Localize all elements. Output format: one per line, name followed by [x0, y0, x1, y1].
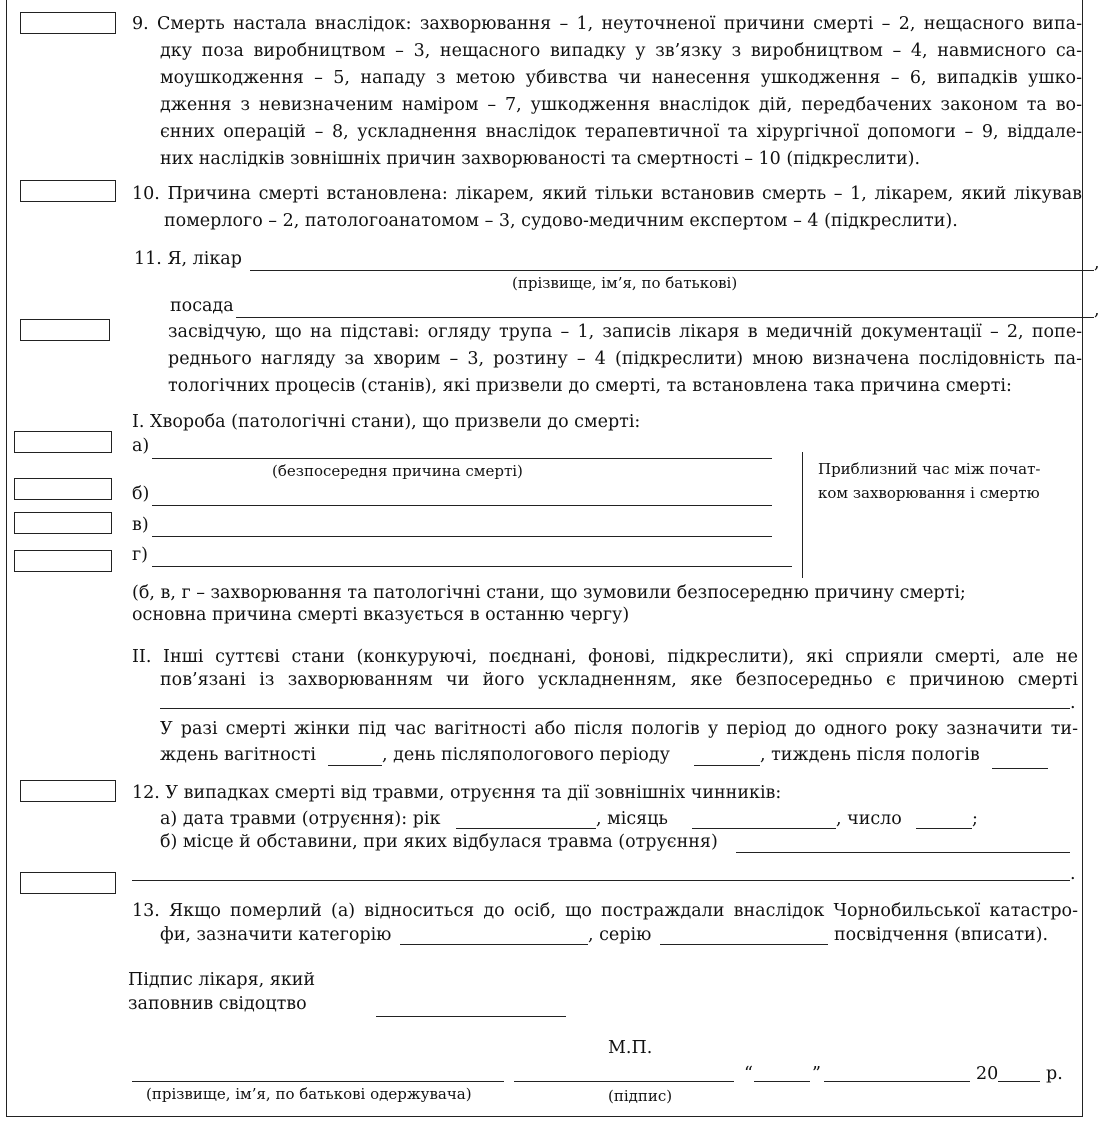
part1-b-field[interactable]: [152, 505, 772, 506]
time-note-line-1: Приблизний час між почат-: [818, 460, 1041, 478]
code-box-item10[interactable]: [20, 180, 116, 202]
injury-year-field[interactable]: [456, 828, 596, 829]
part1-note-line-1: (б, в, г – захворювання та патологічні стани, що зумовили безпосередню причину смерті;: [132, 583, 966, 603]
quote-open: “: [744, 1064, 753, 1084]
code-box-item13[interactable]: [20, 872, 116, 894]
receipt-year-field[interactable]: [998, 1081, 1040, 1082]
item13-category-label: фи, зазначити категорію: [160, 925, 392, 945]
item9-line-2: дку поза виробництвом – 3, нещасного випадку у зв’язку з виробництвом – 4, навмисного са-: [160, 41, 1082, 61]
injury-place-field[interactable]: [736, 852, 1070, 853]
item11-line-1: засвідчую, що на підставі: огляду трупа – 1, записів лікаря в медичній документації – 2, попе-: [168, 322, 1082, 342]
part1-v-field[interactable]: [152, 536, 772, 537]
part2-postpartum-week-label: , тиждень після пологів: [760, 745, 980, 765]
part2-pregnancy-week-label: ждень вагітності: [160, 745, 316, 765]
part1-a-label: а): [132, 436, 150, 456]
item11-position-label: посада: [170, 296, 234, 316]
item9-line-1: 9. Смерть настала внаслідок: захворювання – 1, неуточненої причини смерті – 2, нещасного випа-: [132, 14, 1082, 34]
code-box-part1-g[interactable]: [14, 550, 112, 572]
item12-month-label: , місяць: [596, 809, 668, 829]
item13-line-1: 13. Якщо померлий (а) відноситься до осіб, що постраждали внаслідок Чорнобильської катастро-: [132, 901, 1078, 921]
injury-day-field[interactable]: [916, 828, 972, 829]
code-box-item12[interactable]: [20, 780, 116, 802]
injury-place-field-continued[interactable]: [132, 880, 1070, 881]
item12-heading: 12. У випадках смерті від травми, отруєння та дії зовнішніх чинників:: [132, 783, 782, 803]
comma: ,: [1094, 253, 1100, 273]
postpartum-day-field[interactable]: [694, 765, 760, 766]
time-column-divider: [802, 452, 803, 578]
item10-line-2: померлого – 2, патологоанатомом – 3, судово-медичним експертом – 4 (підкреслити).: [164, 211, 958, 231]
period: .: [1070, 693, 1076, 713]
receipt-month-field[interactable]: [824, 1081, 970, 1082]
part1-v-label: в): [132, 515, 149, 535]
recipient-name-field[interactable]: [132, 1081, 504, 1082]
part2-line-2: пов’язані із захворюванням чи його ускладненням, яке безпосередньо є причиною смерті: [160, 670, 1078, 690]
item11-name-hint: (прізвище, ім’я, по батькові): [512, 274, 738, 292]
period: .: [1070, 864, 1076, 884]
item13-series-label: , серію: [588, 925, 652, 945]
year-prefix: 20: [976, 1064, 999, 1084]
part1-heading: I. Хвороба (патологічні стани), що призвели до смерті:: [132, 412, 641, 432]
signature-doctor-line-1: Підпис лікаря, який: [128, 970, 316, 990]
time-note-line-2: ком захворювання і смертю: [818, 484, 1040, 502]
item9-line-3: моушкодження – 5, нападу з метою убивства чи нанесення ушкодження – 6, випадків ушко-: [160, 68, 1082, 88]
part1-b-label: б): [132, 484, 150, 504]
part2-line-1: II. Інші суттєві стани (конкуруючі, поєднані, фонові, підкреслити), які сприяли смерті, але не: [132, 647, 1078, 667]
pregnancy-week-field[interactable]: [328, 765, 382, 766]
part2-postpartum-day-label: , день післяпологового періоду: [382, 745, 670, 765]
code-box-part1-a[interactable]: [14, 431, 112, 453]
signature-doctor-line-2: заповнив свідоцтво: [128, 994, 307, 1014]
quote-close: ”: [812, 1064, 821, 1084]
stamp-label: М.П.: [608, 1038, 653, 1058]
item11-line-3: тологічних процесів (станів), які призвели до смерті, та встановлена така причина смерті:: [168, 376, 1012, 396]
code-box-item11[interactable]: [20, 319, 110, 341]
item11-line-2: реднього нагляду за хворим – 3, розтину – 4 (підкреслити) мною визначена послідовність па-: [168, 349, 1082, 369]
part1-g-field[interactable]: [152, 566, 792, 567]
part1-a-hint: (безпосередня причина смерті): [272, 462, 523, 480]
injury-month-field[interactable]: [692, 828, 836, 829]
item12-day-label: , число: [836, 809, 902, 829]
part2-other-conditions-field[interactable]: [160, 708, 1070, 709]
doctor-position-field[interactable]: [236, 317, 1094, 318]
item13-certificate-label: посвідчення (вписати).: [834, 925, 1049, 945]
item11-doctor-label: 11. Я, лікар: [134, 249, 242, 269]
part2-pregnancy-line-1: У разі смерті жінки під час вагітності або після пологів у період до одного року зазначити ти-: [160, 719, 1078, 739]
recipient-name-hint: (прізвище, ім’я, по батькові одержувача): [146, 1085, 472, 1103]
part1-g-label: г): [132, 545, 148, 565]
code-box-item9[interactable]: [20, 12, 116, 34]
doctor-signature-field[interactable]: [376, 1016, 566, 1017]
year-suffix: р.: [1046, 1064, 1063, 1084]
part1-a-field[interactable]: [152, 458, 772, 459]
item9-line-4: дження з невизначеним наміром – 7, ушкодження внаслідок дій, передбачених законом та во-: [160, 95, 1082, 115]
item12-semicolon: ;: [972, 809, 978, 829]
item12-date-label: а) дата травми (отруєння): рік: [160, 809, 441, 829]
part1-note-line-2: основна причина смерті вказується в останню чергу): [132, 605, 630, 625]
item9-line-6: них наслідків зовнішніх причин захворюваності та смертності – 10 (підкреслити).: [160, 149, 921, 169]
recipient-signature-field[interactable]: [514, 1081, 734, 1082]
item12-place-label: б) місце й обставини, при яких відбулася травма (отруєння): [160, 832, 718, 852]
code-box-part1-b[interactable]: [14, 478, 112, 500]
item9-line-5: єнних операцій – 8, ускладнення внаслідок терапевтичної та хірургічної допомоги – 9, віддале-: [160, 122, 1082, 142]
item10-line-1: 10. Причина смерті встановлена: лікарем, який тільки встановив смерть – 1, лікарем, який лікував: [132, 184, 1082, 204]
postpartum-week-field[interactable]: [992, 768, 1048, 769]
comma: ,: [1094, 300, 1100, 320]
signature-hint: (підпис): [608, 1087, 673, 1105]
receipt-day-field[interactable]: [754, 1081, 810, 1082]
doctor-name-field[interactable]: [250, 270, 1094, 271]
code-box-part1-v[interactable]: [14, 512, 112, 534]
chornobyl-category-field[interactable]: [400, 944, 588, 945]
chornobyl-series-field[interactable]: [660, 944, 828, 945]
